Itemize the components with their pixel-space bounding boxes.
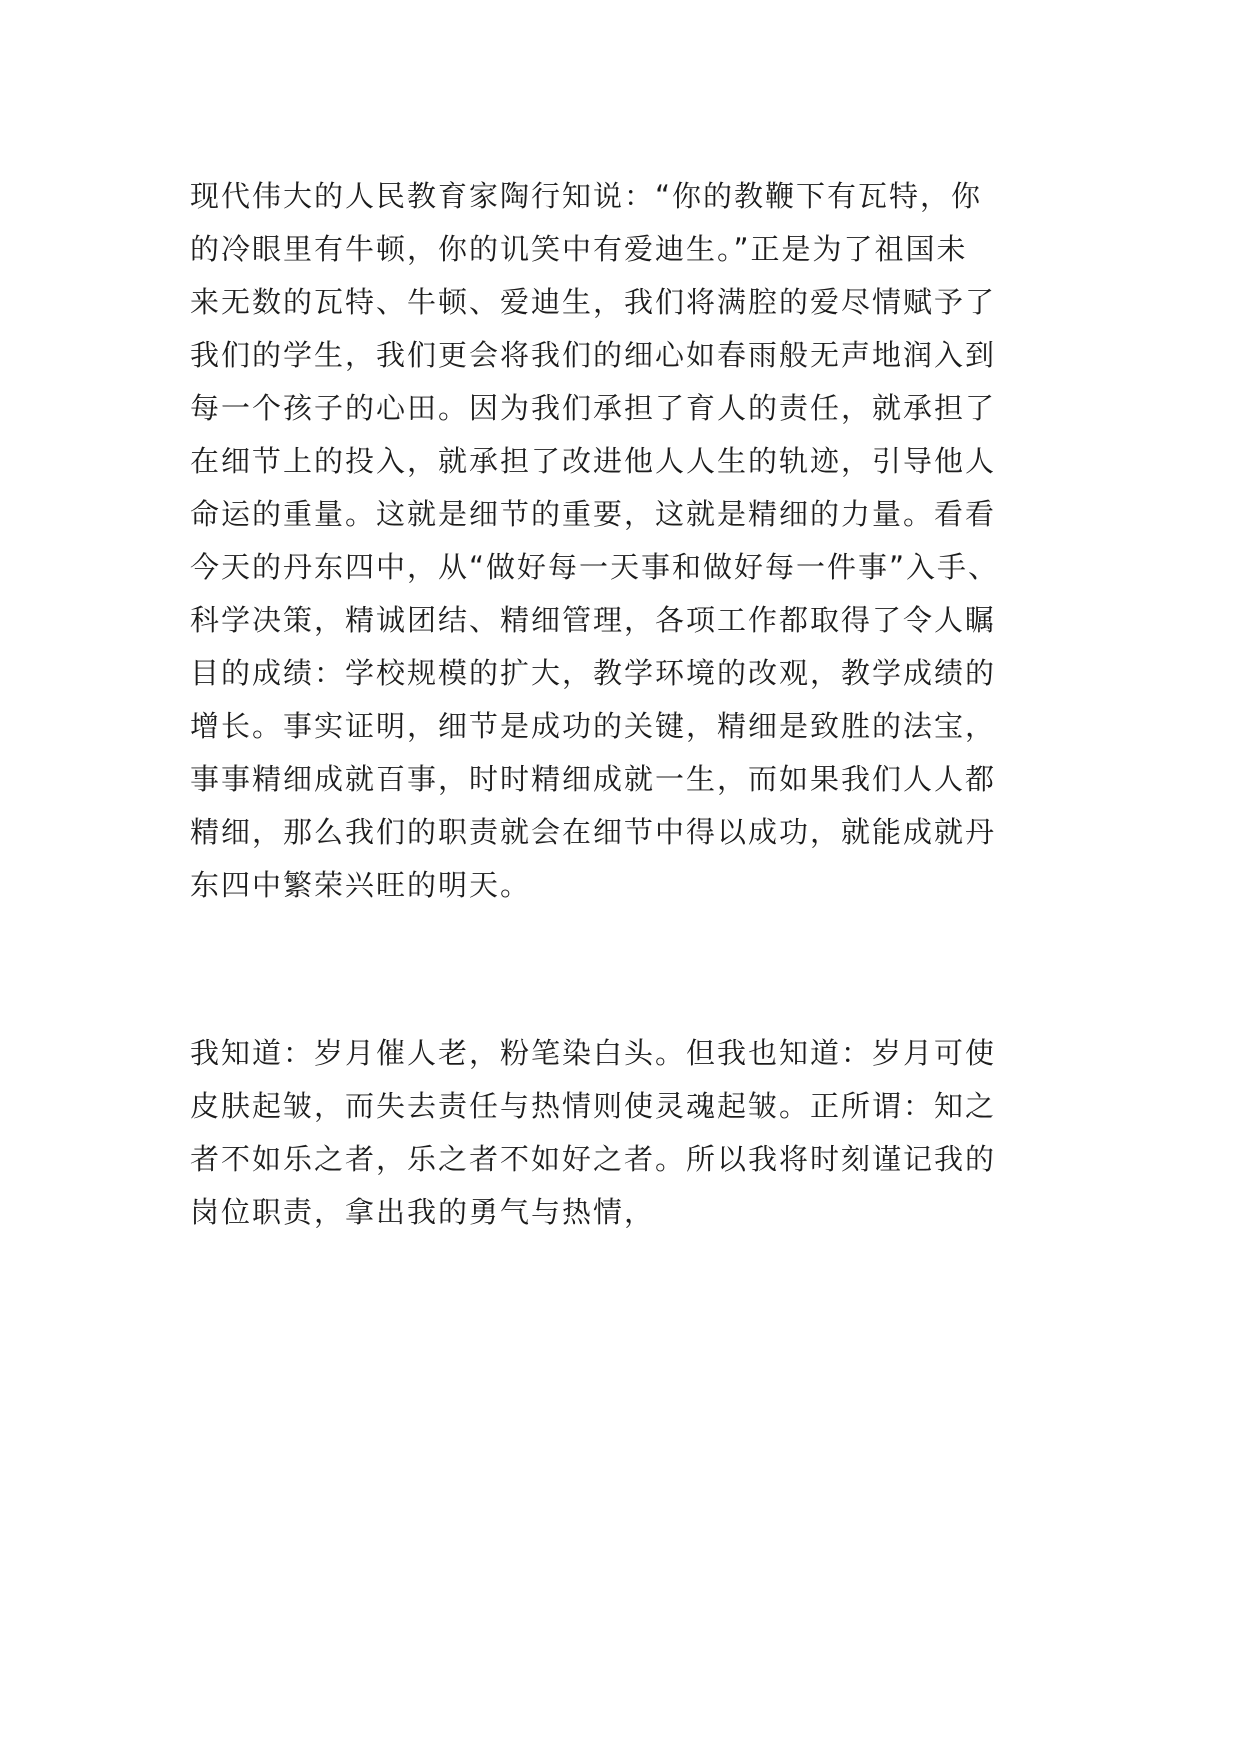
paragraph-line: 岗位职责，拿出我的勇气与热情， bbox=[190, 1195, 656, 1229]
paragraph-line: 在细节上的投入，就承担了改进他人人生的轨迹，引导他人 bbox=[190, 444, 997, 478]
paragraph-line: 我知道：岁月催人老，粉笔染白头。但我也知道：岁月可使 bbox=[190, 1036, 997, 1070]
paragraph-line: 科学决策，精诚团结、精细管理，各项工作都取得了令人瞩 bbox=[190, 603, 997, 637]
paragraph-line: 今天的丹东四中，从“做好每一天事和做好每一件事”入手、 bbox=[190, 550, 1000, 584]
paragraph-line: 我们的学生，我们更会将我们的细心如春雨般无声地润入到 bbox=[190, 338, 997, 372]
paragraph-line: 增长。事实证明，细节是成功的关键，精细是致胜的法宝， bbox=[190, 709, 997, 743]
paragraph-line: 皮肤起皱，而失去责任与热情则使灵魂起皱。正所谓：知之 bbox=[190, 1089, 997, 1123]
paragraph-line: 目的成绩：学校规模的扩大，教学环境的改观，教学成绩的 bbox=[190, 656, 997, 690]
paragraph-line: 的冷眼里有牛顿，你的讥笑中有爱迪生。”正是为了祖国未 bbox=[190, 232, 968, 266]
paragraph-line: 现代伟大的人民教育家陶行知说：“你的教鞭下有瓦特，你 bbox=[190, 179, 983, 213]
paragraph-line: 东四中繁荣兴旺的明天。 bbox=[190, 868, 532, 902]
paragraph-line: 精细，那么我们的职责就会在细节中得以成功，就能成就丹 bbox=[190, 815, 997, 849]
paragraph-line: 者不如乐之者，乐之者不如好之者。所以我将时刻谨记我的 bbox=[190, 1142, 997, 1176]
paragraph-line: 每一个孩子的心田。因为我们承担了育人的责任，就承担了 bbox=[190, 391, 997, 425]
paragraph-line: 事事精细成就百事，时时精细成就一生，而如果我们人人都 bbox=[190, 762, 997, 796]
paragraph-line: 来无数的瓦特、牛顿、爱迪生，我们将满腔的爱尽情赋予了 bbox=[190, 285, 997, 319]
paragraph-line: 命运的重量。这就是细节的重要，这就是精细的力量。看看 bbox=[190, 497, 997, 531]
